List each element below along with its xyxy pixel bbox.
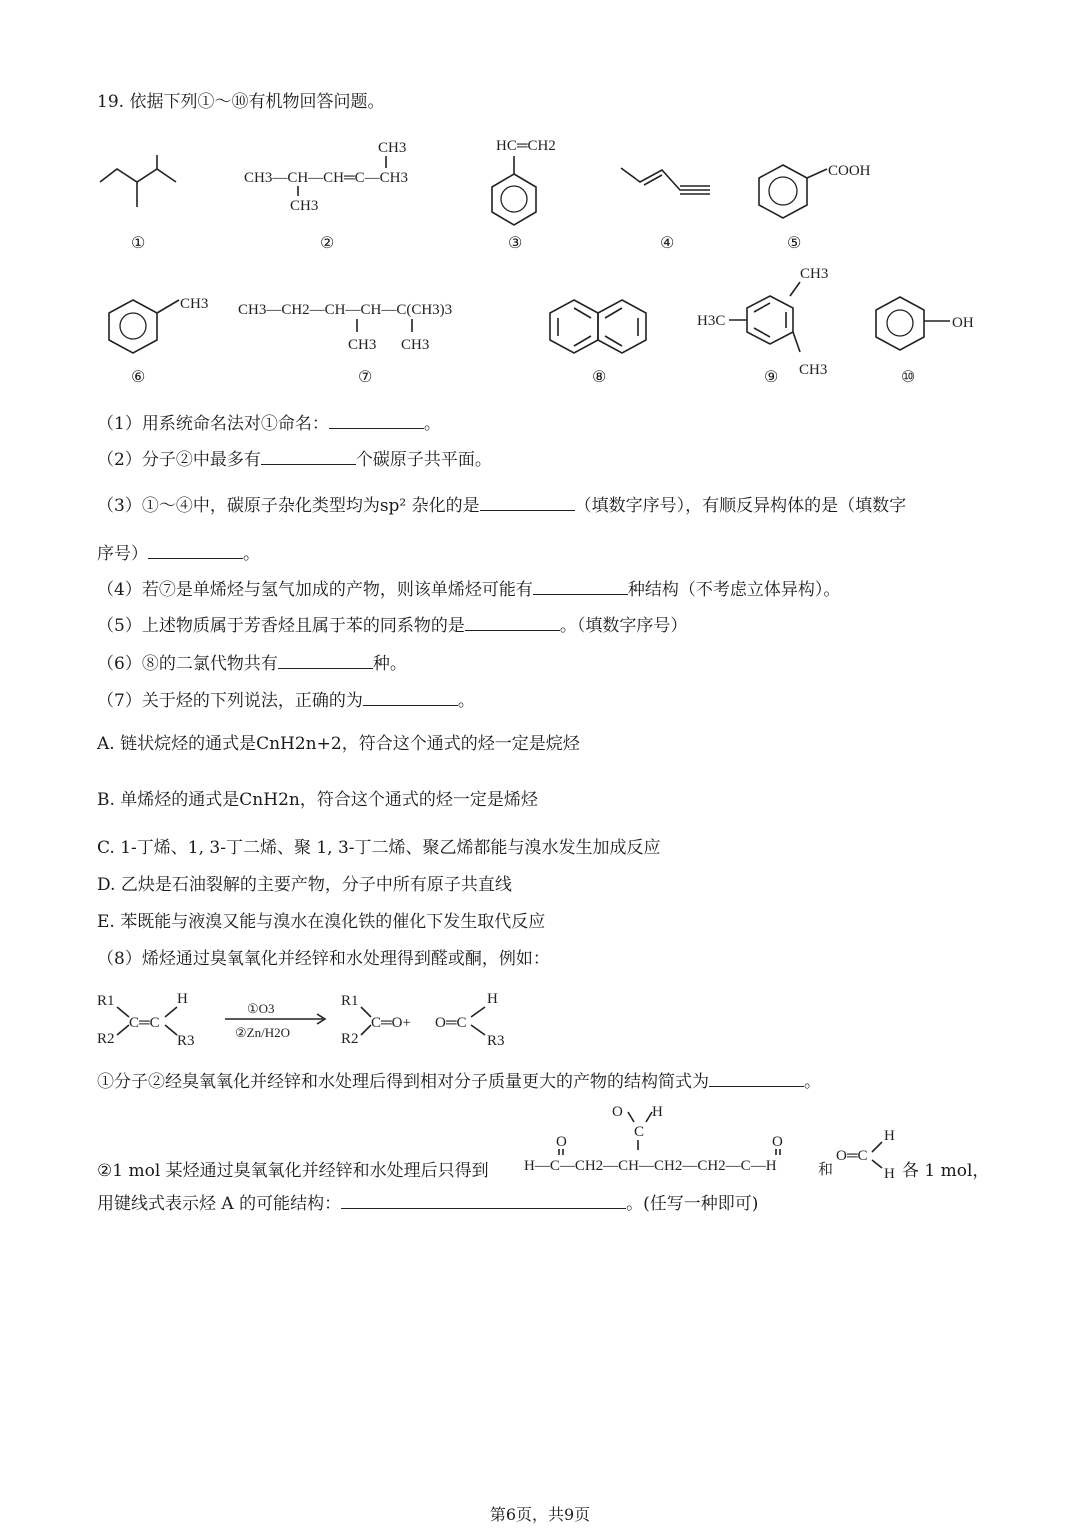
reagent-top: ①O3 — [247, 1001, 275, 1016]
reactant-r2: R2 — [97, 1031, 115, 1047]
f7-main: CH3—CH2—CH—CH—C(CH3)3 — [238, 302, 453, 318]
structure-6 — [105, 292, 225, 362]
subquestion-2: （2）分子②中最多有 个碳原子共平面。 — [97, 446, 492, 472]
part8-sub1: ①分子②经臭氧氧化并经锌和水处理后得到相对分子质量更大的产物的结构简式为 。 — [97, 1068, 821, 1094]
and-text: 和 — [818, 1162, 834, 1178]
formaldehyde-h1: H — [884, 1128, 895, 1144]
product1-core: C═O+ — [371, 1015, 411, 1031]
answer-blank-1[interactable] — [329, 410, 424, 429]
structure-3 — [488, 132, 588, 232]
structure-2 — [240, 132, 440, 222]
product2-r3: R3 — [487, 1033, 505, 1049]
structure-9 — [695, 260, 845, 380]
option-D: D. 乙炔是石油裂解的主要产物，分子中所有原子共直线 — [97, 875, 512, 895]
option-C: C. 1-丁烯、1, 3-丁二烯、聚 1, 3-丁二烯、聚乙烯都能与溴水发生加成反应 — [97, 838, 661, 858]
f3-top: HC═CH2 — [496, 138, 556, 154]
subquestion-5: （5）上述物质属于芳香烃且属于苯的同系物的是 。（填数字序号） — [97, 612, 687, 638]
subquestion-3-line2: 序号） 。 — [97, 540, 260, 566]
structure-4 — [618, 160, 718, 220]
formaldehyde-core: O═C — [836, 1148, 868, 1164]
svg-text:C: C — [634, 1124, 645, 1140]
structure-1 — [95, 150, 185, 220]
label-5: ⑤ — [787, 233, 802, 252]
option-B: B. 单烯烃的通式是CnH2n，符合这个通式的烃一定是烯烃 — [97, 790, 538, 810]
answer-blank-6[interactable] — [278, 650, 373, 669]
answer-blank-2[interactable] — [261, 446, 356, 465]
part8-sub2-line2: 用键线式表示烃 A 的可能结构： 。(任写一种即可) — [97, 1190, 758, 1216]
answer-blank-5[interactable] — [465, 612, 560, 631]
answer-blank-7[interactable] — [363, 687, 458, 706]
label-10: ⑩ — [901, 367, 916, 386]
product-r2: R2 — [341, 1031, 359, 1047]
reagent-bottom: ②Zn/H2O — [235, 1025, 290, 1040]
reaction-scheme — [95, 985, 535, 1055]
product2-core: O═C — [435, 1015, 467, 1031]
subquestion-4: （4）若⑦是单烯烃与氢气加成的产物，则该单烯烃可能有 种结构（不考虑立体异构）。 — [97, 576, 840, 602]
structure-10 — [872, 293, 992, 363]
f9-left: H3C — [697, 313, 726, 329]
label-3: ③ — [508, 233, 523, 252]
formaldehyde-h2: H — [884, 1166, 895, 1182]
label-4: ④ — [660, 233, 675, 252]
answer-blank-8b[interactable] — [341, 1190, 626, 1209]
reactant-r3: R3 — [177, 1033, 195, 1049]
dialdehyde-main: H—C—CH2—CH—CH2—CH2—C—H — [524, 1158, 777, 1174]
part8-intro: （8）烯烃通过臭氧氧化并经锌和水处理得到醛或酮，例如： — [97, 949, 550, 969]
reactant-core: C═C — [129, 1015, 160, 1031]
label-9: ⑨ — [764, 367, 779, 386]
label-7: ⑦ — [358, 367, 373, 386]
f7-sub2: CH3 — [401, 337, 430, 353]
subquestion-1: （1）用系统命名法对①命名： 。 — [97, 410, 441, 436]
label-6: ⑥ — [131, 367, 146, 386]
f9-top: CH3 — [800, 266, 829, 282]
subquestion-3: （3）①～④中，碳原子杂化类型均为sp² 杂化的是 （填数字序号），有顺反异构体的是（填数字 — [97, 492, 906, 518]
structure-5 — [755, 155, 895, 235]
question-title: 19. 依据下列①～⑩有机物回答问题。 — [97, 92, 385, 112]
svg-text:H: H — [652, 1104, 663, 1120]
structure-8 — [548, 296, 658, 362]
f5-group: COOH — [828, 163, 871, 179]
f2-top: CH3 — [378, 140, 407, 156]
part8-sub2-each: 各 1 mol， — [902, 1161, 990, 1181]
f6-group: CH3 — [180, 296, 209, 312]
reactant-r1: R1 — [97, 993, 115, 1009]
label-2: ② — [320, 233, 335, 252]
f7-sub1: CH3 — [348, 337, 377, 353]
reactant-h: H — [177, 991, 188, 1007]
product2-h: H — [487, 991, 498, 1007]
answer-blank-8a[interactable] — [709, 1068, 804, 1087]
label-1: ① — [131, 233, 146, 252]
option-A: A. 链状烷烃的通式是CnH2n+2，符合这个通式的烃一定是烷烃 — [97, 734, 580, 754]
structure-7 — [236, 292, 516, 362]
option-E: E. 苯既能与液溴又能与溴水在溴化铁的催化下发生取代反应 — [97, 912, 546, 932]
subquestion-6: （6）⑧的二氯代物共有 种。 — [97, 650, 407, 676]
f2-main: CH3—CH—CH═C—CH3 — [244, 170, 408, 186]
f2-bottom: CH3 — [290, 198, 319, 214]
subquestion-7: （7）关于烃的下列说法，正确的为 。 — [97, 687, 475, 713]
svg-text:O: O — [612, 1104, 623, 1120]
f9-bottom: CH3 — [799, 362, 828, 378]
svg-text:O: O — [772, 1134, 783, 1150]
svg-text:O: O — [556, 1134, 567, 1150]
label-8: ⑧ — [592, 367, 607, 386]
answer-blank-4[interactable] — [533, 576, 628, 595]
product-r1: R1 — [341, 993, 359, 1009]
answer-blank-3a[interactable] — [480, 492, 575, 511]
answer-blank-3b[interactable] — [148, 540, 243, 559]
f10-group: OH — [952, 315, 974, 331]
part8-sub2-start: ②1 mol 某烃通过臭氧氧化并经锌和水处理后只得到 — [97, 1161, 489, 1181]
page-footer: 第6页，共9页 — [489, 1505, 591, 1524]
